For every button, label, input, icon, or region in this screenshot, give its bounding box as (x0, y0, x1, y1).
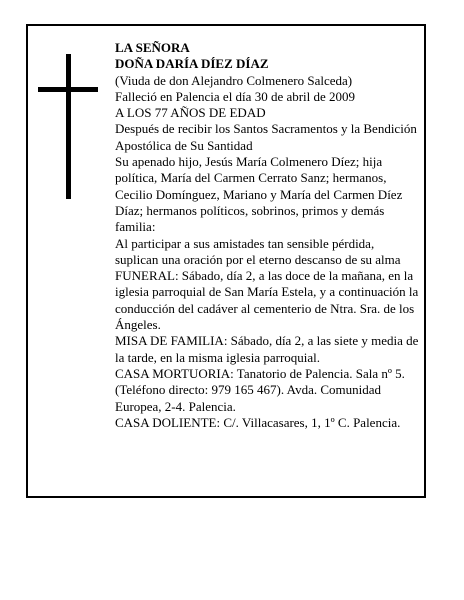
deceased-name: DOÑA DARÍA DÍEZ DÍAZ (115, 56, 269, 72)
cross-vertical-bar (66, 54, 71, 199)
obituary-notice (26, 24, 426, 498)
cross-horizontal-bar (38, 87, 98, 92)
mourning-home-info: CASA DOLIENTE: C/. Villacasares, 1, 1º C. Palencia. (115, 414, 401, 430)
obituary-text (115, 40, 420, 431)
title-line-1: LA SEÑORA (115, 40, 190, 55)
cross-icon (38, 54, 98, 199)
family-list: Su apenado hijo, Jesús María Colmenero Díez; hija política, María del Carmen Cerrato Sanz; hermanos, Cecilio Domínguez, Mariano y María del Carmen Díez Díaz; hermanos políticos, sobrinos, primos y demás familia: (115, 154, 403, 235)
funeral-home-info: CASA MORTUORIA: Tanatorio de Palencia. Sala nº 5. (Teléfono directo: 979 165 467). Avda. Comunidad Europea, 2-4. Palencia. (115, 365, 405, 414)
widow-of: (Viuda de don Alejandro Colmenero Salceda) (115, 72, 353, 88)
sacraments: Después de recibir los Santos Sacramentos y la Bendición Apostólica de Su Santidad (115, 121, 417, 153)
death-date: Falleció en Palencia el día 30 de abril de 2009 (115, 88, 356, 104)
funeral-info: FUNERAL: Sábado, día 2, a las doce de la mañana, en la iglesia parroquial de San María Estela, y a continuación la conducción del cadáver al cementerio de Ntra. Sra. de los Ángeles. (115, 268, 419, 333)
family-mass-info: MISA DE FAMILIA: Sábado, día 2, a las siete y media de la tarde, en la misma iglesia parroquial. (115, 333, 419, 365)
prayer-request: Al participar a sus amistades tan sensible pérdida, suplican una oración por el eterno descanso de su alma (115, 235, 401, 267)
age: A LOS 77 AÑOS DE EDAD (115, 105, 266, 121)
